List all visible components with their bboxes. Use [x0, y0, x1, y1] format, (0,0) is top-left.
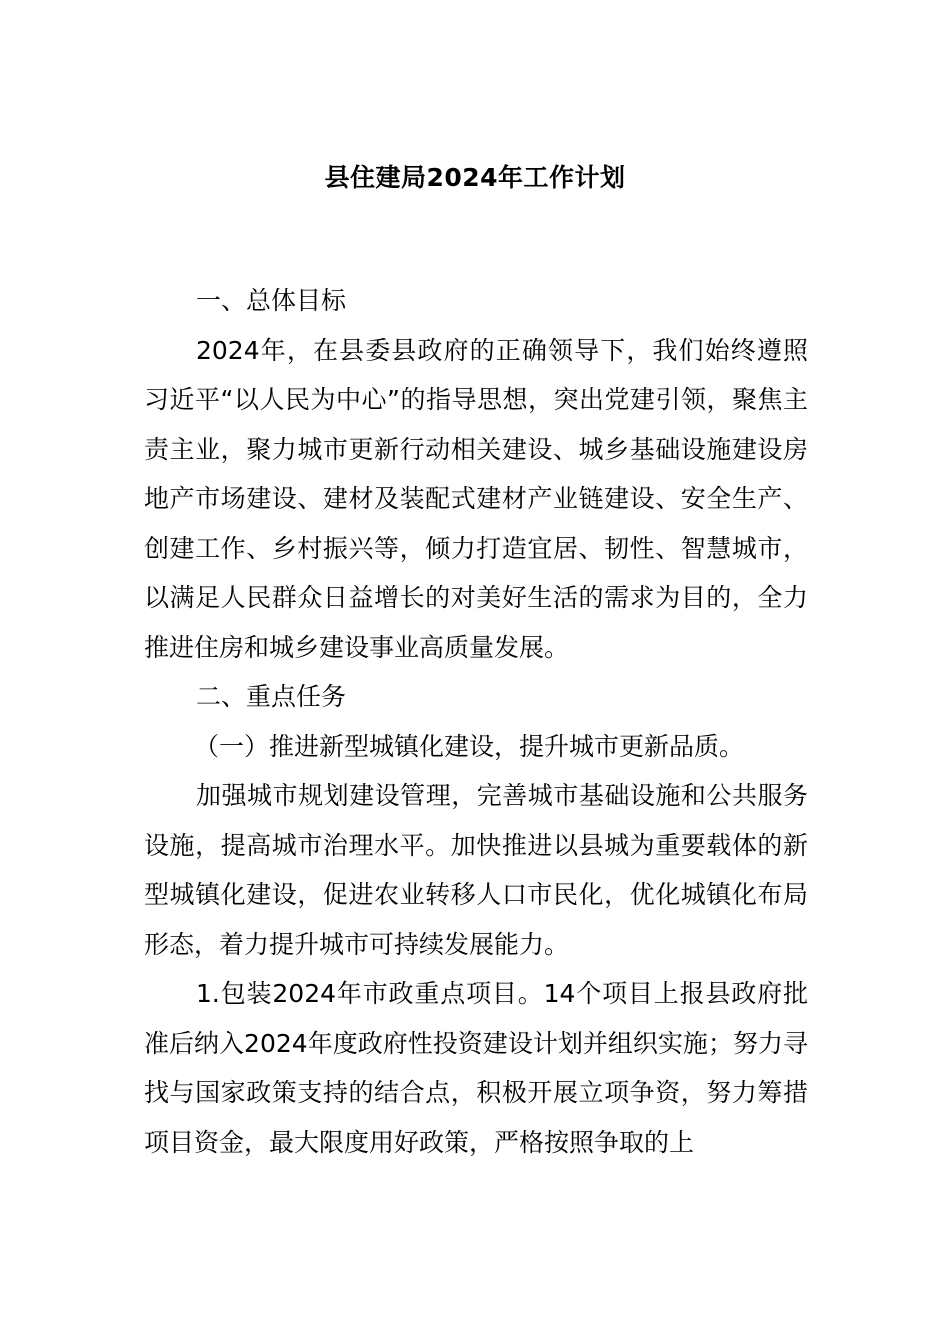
- document-body: [144, 276, 808, 1167]
- subsection-heading-urbanization: （一）推进新型城镇化建设，提升城市更新品质。: [194, 731, 745, 761]
- document-title: 县住建局2024年工作计划: [324, 163, 626, 192]
- paragraph-overall-goal: 2024年，在县委县政府的正确领导下，我们始终遵照习近平“以人民为中心”的指导思想，突出党建引领，聚焦主责主业，聚力城市更新行动相关建设、城乡基础设施建设房地产市场建设、建材及装配式建材产业链建设、安全生产、创建工作、乡村振兴等，倾力打造宜居、韧性、智慧城市，以满足人民群众日益增长的对美好生活的需求为目的，全力推进住房和城乡建设事业高质量发展。: [144, 335, 808, 662]
- section-heading-key-tasks: 二、重点任务: [196, 682, 347, 711]
- paragraph-urban-management: 加强城市规划建设管理，完善城市基础设施和公共服务设施，提高城市治理水平。加快推进以县城为重要载体的新型城镇化建设，促进农业转移人口市民化，优化城镇化布局形态，着力提升城市可持续发展能力。: [144, 781, 808, 959]
- paragraph-municipal-projects: 1.包装2024年市政重点项目。14个项目上报县政府批准后纳入2024年度政府性投资建设计划并组织实施；努力寻找与国家政策支持的结合点，积极开展立项争资，努力筹措项目资金，最大限度用好政策，严格按照争取的上: [144, 979, 808, 1157]
- section-heading-overall-goal: 一、总体目标: [196, 286, 347, 315]
